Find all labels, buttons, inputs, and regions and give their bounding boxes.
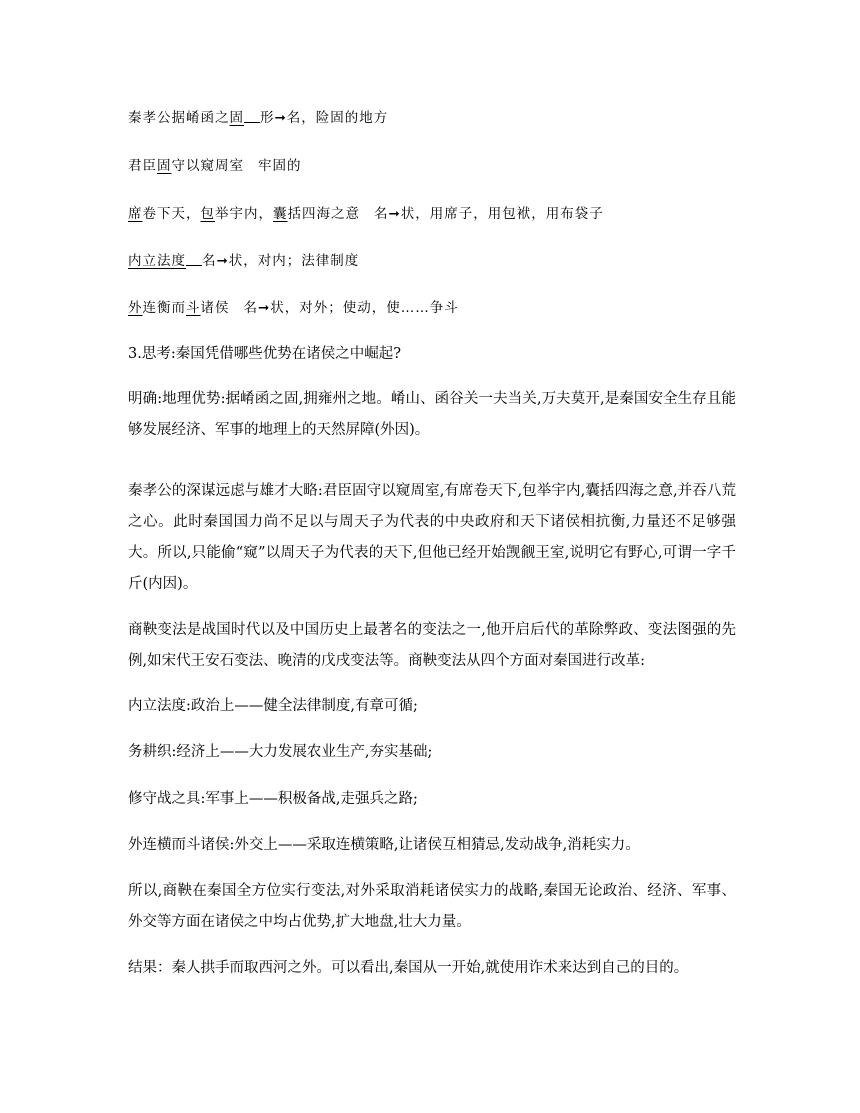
note-text: 连衡而 [142,300,186,316]
note-line-2 [128,156,736,177]
underlined-word: 固 [229,110,244,126]
note-explanation: 形➞名，险固的地方 [260,110,389,126]
paragraph-politics: 内立法度:政治上——健全法律制度,有章可循; [128,698,418,714]
paragraph-economy: 务耕织:经济上——大力发展农业生产,夯实基础; [128,744,433,760]
note-text: 守以窥周室 [171,158,244,174]
note-line-1 [128,108,736,129]
underlined-word: 包 [200,206,215,222]
paragraph-geography: 明确:地理优势:据崤函之固,拥雍州之地。崤山、函谷关一夫当关,万夫莫开,是秦国安全生存且能够发展经济、军事的地理上的天然屏障(外因)。 [128,391,736,438]
note-text: 君臣 [128,158,157,174]
underlined-word: 外 [128,300,143,316]
paragraph-result: 结果：秦人拱手而取西河之外。可以看出,秦国从一开始,就使用诈术来达到自己的目的。 [128,960,689,976]
blank-line [186,251,202,266]
note-line-4 [128,251,736,272]
paragraph-strategy: 秦孝公的深谋远虑与雄才大略:君臣固守以窥周室,有席卷天下,包举宇内,囊括四海之意,并吞八荒之心。此时秦国国力尚不足以与周天子为代表的中央政府和天下诸侯相抗衡,力量还不足够强大。所以,只能偷“窥”以周天子为代表的天下,但他已经开始觊觎王室,说明它有野心,可谓一字千斤(内因)。 [128,483,736,592]
note-text: 举宇内， [215,206,273,222]
question-heading: 3.思考:秦国凭借哪些优势在诸侯之中崛起? [128,346,401,362]
paragraph-reform-intro: 商鞅变法是战国时代以及中国历史上最著名的变法之一,他开启后代的革除弊政、变法图强的先例,如宋代王安石变法、晚清的戊戌变法等。商鞅变法从四个方面对秦国进行改革: [128,622,736,669]
note-line-5 [128,298,736,319]
underlined-word: 内立法度 [128,253,186,269]
underlined-word: 囊 [273,206,288,222]
note-explanation: 名➞状，用席子，用包袱，用布袋子 [374,206,604,222]
paragraph-summary: 所以,商鞅在秦国全方位实行变法,对外采取消耗诸侯实力的战略,秦国无论政治、经济、军事、外交等方面在诸侯之中均占优势,扩大地盘,壮大力量。 [128,883,736,930]
note-explanation: 名➞状，对内；法律制度 [202,253,360,269]
note-line-3 [128,204,736,225]
underlined-word: 席 [128,206,143,222]
note-text: 卷下天， [142,206,201,222]
note-text: 诸侯 [200,300,230,316]
note-text: 秦孝公据崤函之 [128,110,230,126]
paragraph-diplomacy: 外连横而斗诸侯:外交上——采取连横策略,让诸侯互相猜忌,发动战争,消耗实力。 [128,837,640,853]
blank-line [244,108,260,123]
note-text: 括四海之意 [287,206,360,222]
note-explanation: 牢固的 [258,158,302,174]
note-explanation: 名➞状，对外；使动，使……争斗 [243,300,459,316]
underlined-word: 固 [157,158,172,174]
paragraph-military: 修守战之具:军事上——积极备战,走强兵之路; [128,791,418,807]
underlined-word: 斗 [186,300,201,316]
